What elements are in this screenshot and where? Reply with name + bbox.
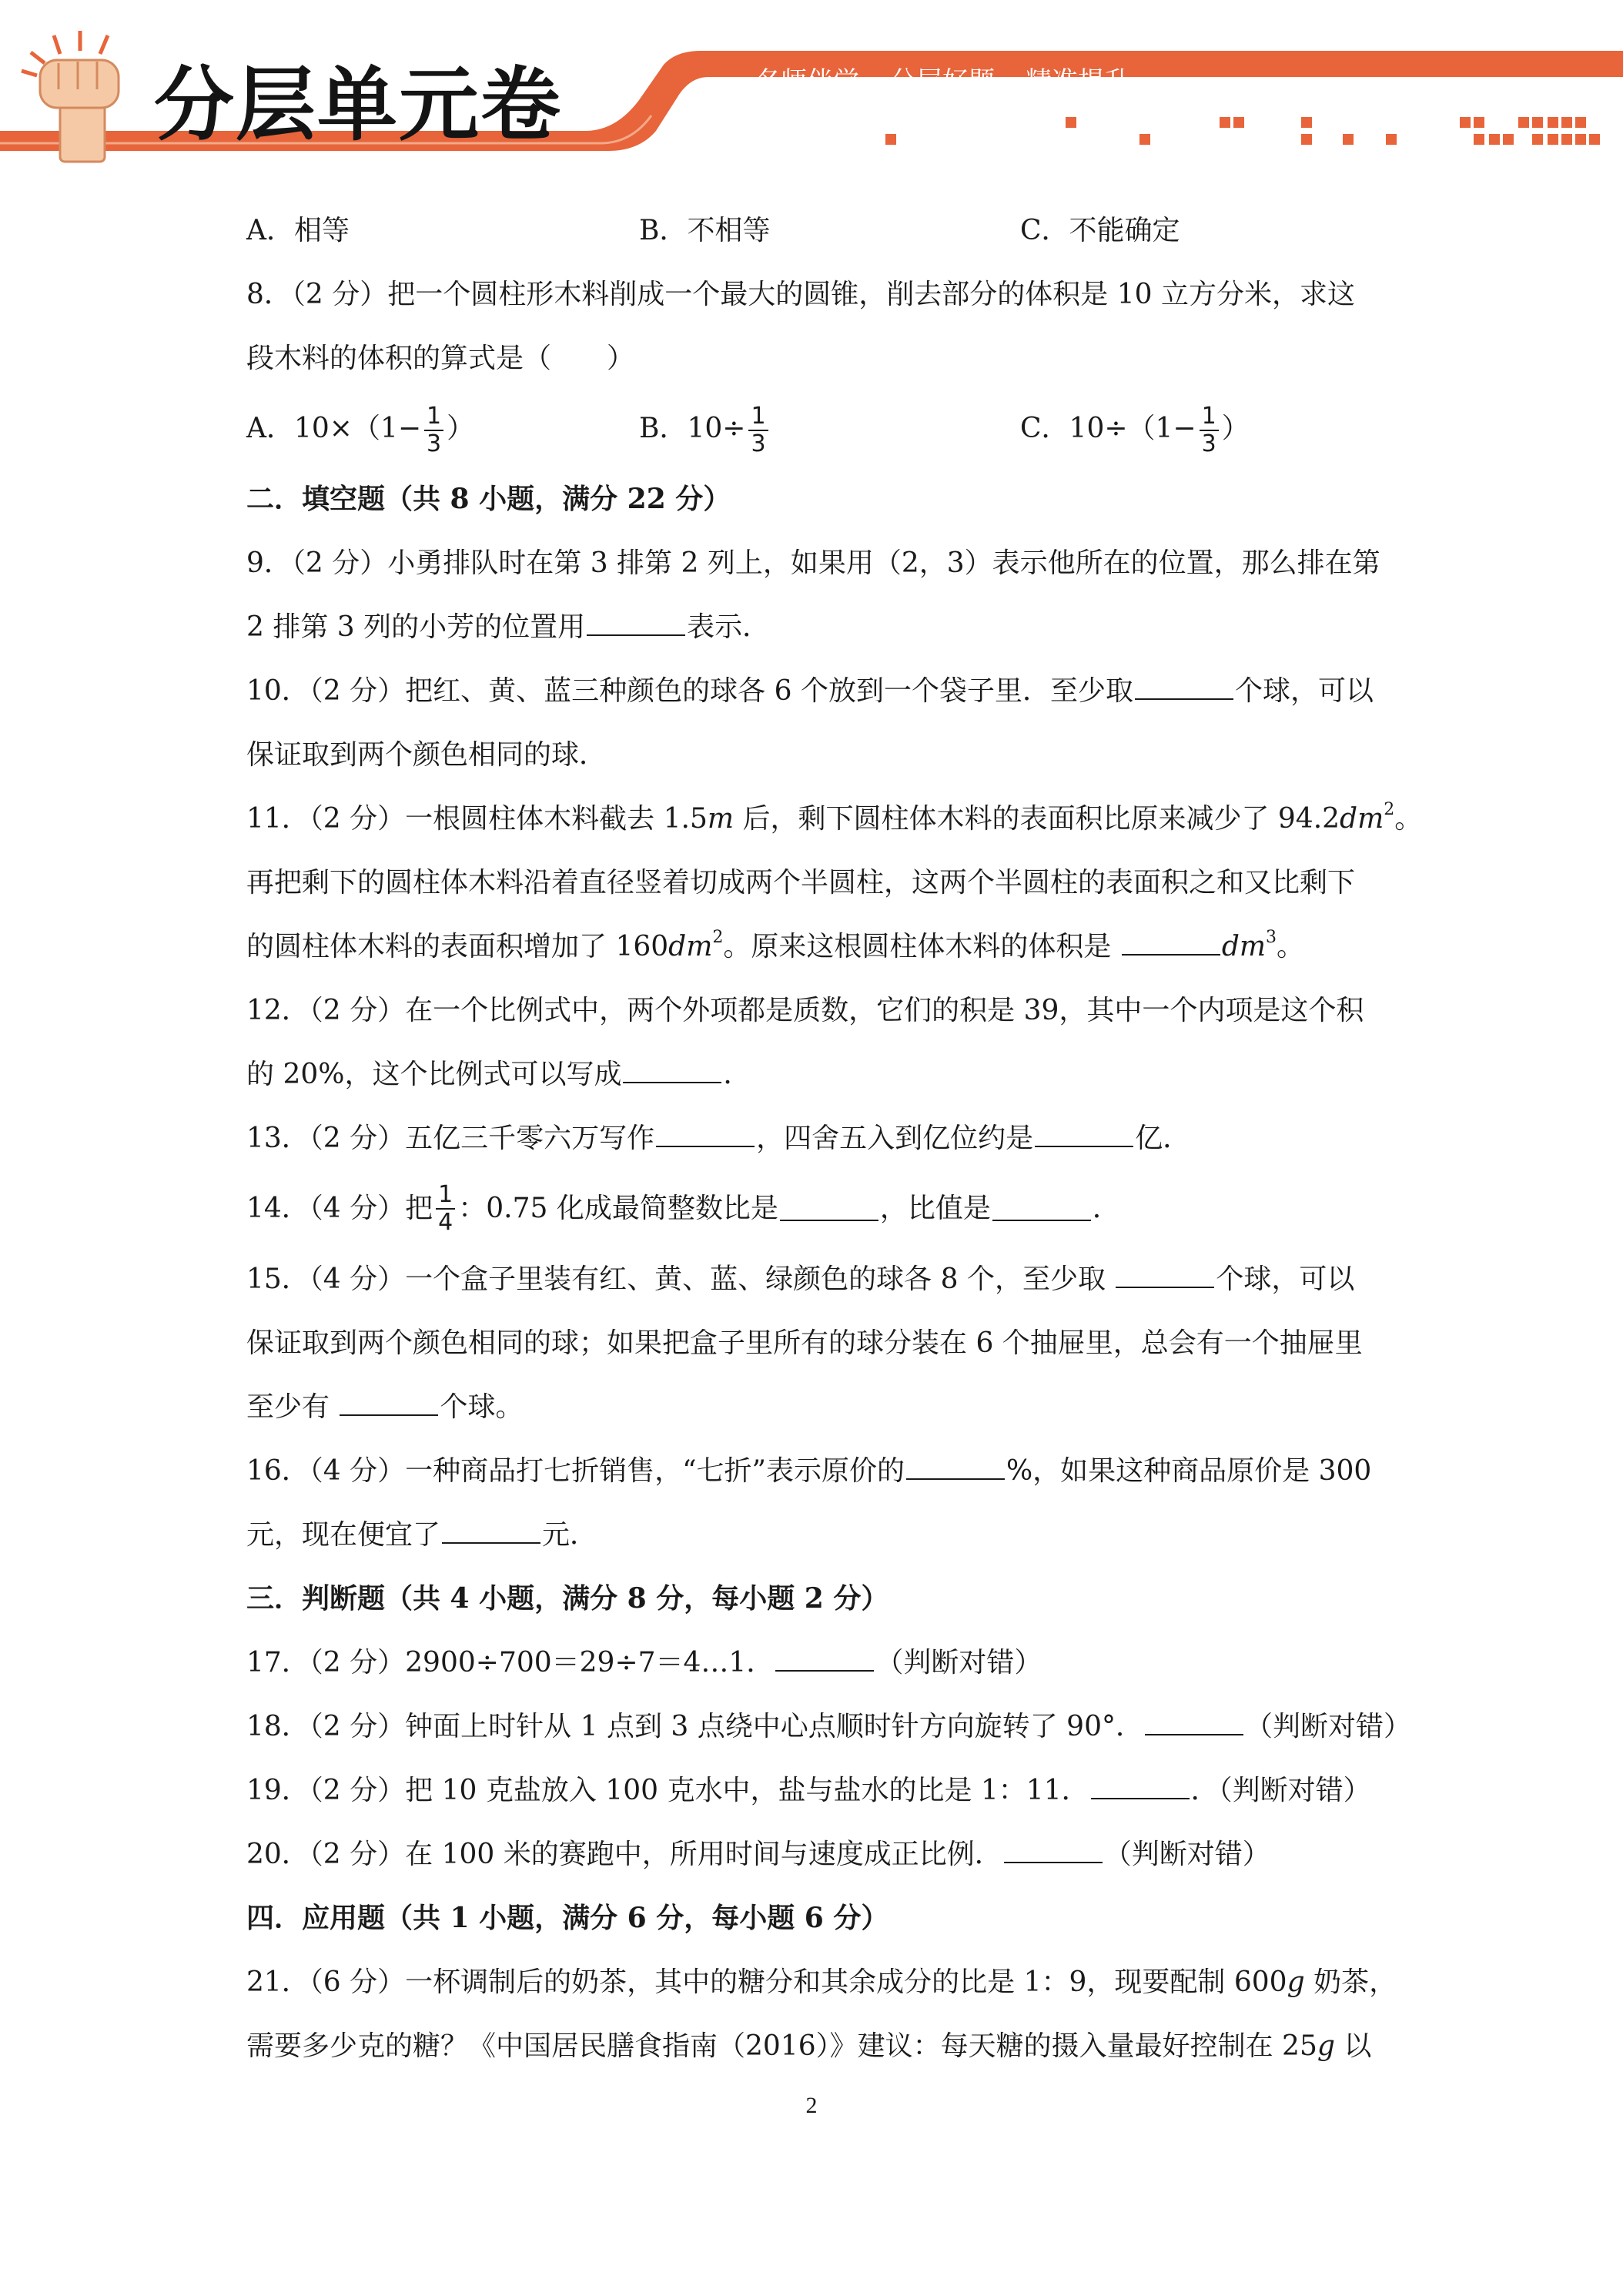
q19-text: ．（判断对错） — [1190, 1775, 1371, 1806]
q7-option-a: A．相等 — [246, 215, 350, 246]
q14-text: ，比值是 — [879, 1193, 991, 1224]
section-fill-in-heading: 二．填空题（共 8 小题，满分 22 分） — [246, 483, 731, 515]
fraction-numerator: 1 — [1200, 403, 1219, 431]
q18-text: 18．（2 分）钟面上时针从 1 点到 3 点绕中心点顺时针方向旋转了 90°． — [246, 1711, 1143, 1742]
q21-text: 需要多少克的糖？《中国居民膳食指南（2016）》建议：每天糖的摄入量最好控制在 25 — [246, 2030, 1317, 2062]
answer-blank[interactable] — [906, 1455, 1005, 1480]
q20-text: 20．（2 分）在 100 米的赛跑中，所用时间与速度成正比例． — [246, 1839, 1002, 1870]
slogan-item: 精准提升 — [1026, 65, 1130, 97]
question-content — [246, 199, 1423, 2078]
unit-m: m — [707, 803, 734, 835]
q16-line-1 — [246, 1439, 1378, 1503]
unit-g: g — [1317, 2030, 1335, 2062]
q8-option-c — [1020, 390, 1250, 467]
q10-line-1 — [246, 659, 1378, 723]
q19-text: 19．（2 分）把 10 克盐放入 100 克水中，盐与盐水的比是 1：11． — [246, 1775, 1089, 1806]
answer-blank[interactable] — [1035, 1123, 1133, 1147]
answer-blank[interactable] — [656, 1123, 755, 1147]
exponent: 3 — [1266, 928, 1277, 947]
q16-text: %，如果这种商品原价是 300 — [1006, 1455, 1372, 1487]
answer-blank[interactable] — [1145, 1711, 1243, 1735]
q8-line-1: 8．（2 分）把一个圆柱形木料削成一个最大的圆锥，削去部分的体积是 10 立方分米，求这 — [246, 279, 1355, 310]
q8-option-b-text: B．10÷ — [639, 413, 746, 444]
answer-blank[interactable] — [1004, 1839, 1103, 1863]
q8-option-a-text: A．10×（1− — [246, 413, 422, 444]
q21-line-1 — [246, 1950, 1397, 2014]
slogan-bar — [755, 57, 1130, 100]
unit-g: g — [1287, 1966, 1305, 1998]
fraction-denominator: 3 — [751, 430, 766, 457]
q14-line — [246, 1170, 1378, 1247]
q11-line-3 — [246, 915, 1378, 979]
q21-text: 21．（6 分）一杯调制后的奶茶，其中的糖分和其余成分的比是 1：9，现要配制 600 — [246, 1966, 1287, 1998]
q12-text: 的 20%，这个比例式可以写成 — [246, 1059, 622, 1090]
q11-text: 的圆柱体木料的表面积增加了 160 — [246, 931, 669, 962]
q20-text: （判断对错） — [1103, 1839, 1270, 1870]
answer-blank[interactable] — [780, 1197, 878, 1221]
q11-text: 。 — [1277, 931, 1305, 962]
q17-text: （判断对错） — [875, 1647, 1042, 1678]
section-application-heading: 四．应用题（共 1 小题，满分 6 分，每小题 6 分） — [246, 1902, 889, 1934]
q21-line-2 — [246, 2014, 1378, 2078]
answer-blank[interactable] — [587, 611, 685, 636]
decorative-squares — [885, 117, 1600, 145]
q12-text-end: ． — [723, 1059, 751, 1090]
q13-text: 亿． — [1135, 1123, 1191, 1154]
q11-text: 后，剩下圆柱体木料的表面积比原来减少了 94.2 — [734, 803, 1340, 835]
q21-text: 奶茶， — [1304, 1966, 1397, 1998]
q12-line-2 — [246, 1043, 1378, 1106]
q9-line-1: 9．（2 分）小勇排队时在第 3 排第 2 列上，如果用（2，3）表示他所在的位置，那么排在第 — [246, 547, 1380, 579]
q13-text: ，四舍五入到亿位约是 — [756, 1123, 1034, 1154]
q20-line — [246, 1822, 1378, 1886]
unit-dm: dm — [1221, 931, 1266, 962]
q18-text: （判断对错） — [1245, 1711, 1412, 1742]
q13-text: 13．（2 分）五亿三千零六万写作 — [246, 1123, 655, 1154]
q19-line — [246, 1759, 1378, 1822]
q9-text-end: 表示． — [687, 611, 771, 643]
fraction-numerator: 1 — [748, 403, 768, 431]
q16-text: 元，现在便宜了 — [246, 1519, 441, 1551]
q15-line-3 — [246, 1375, 1378, 1439]
q14-text: ． — [1092, 1193, 1120, 1224]
q11-text: 。 — [1394, 803, 1423, 835]
q10-text: 10．（2 分）把红、黄、蓝三种颜色的球各 6 个放到一个袋子里．至少取 — [246, 675, 1133, 707]
page-number: 2 — [805, 2093, 818, 2118]
q9-text: 2 排第 3 列的小芳的位置用 — [246, 611, 586, 643]
q11-line-2: 再把剩下的圆柱体木料沿着直径竖着切成两个半圆柱，这两个半圆柱的表面积之和又比剩下 — [246, 867, 1356, 899]
answer-blank[interactable] — [1122, 931, 1220, 956]
header-banner — [0, 0, 1623, 177]
answer-blank[interactable] — [442, 1519, 540, 1544]
fraction-numerator: 1 — [436, 1182, 455, 1210]
q16-line-2 — [246, 1503, 1378, 1567]
q15-text: 15．（4 分）一个盒子里装有红、黄、蓝、绿颜色的球各 8 个，至少取 — [246, 1263, 1115, 1295]
q15-text: 个球，可以 — [1216, 1263, 1355, 1295]
q14-text: ：0.75 化成最简整数比是 — [458, 1193, 778, 1224]
q15-line-2: 保证取到两个颜色相同的球；如果把盒子里所有的球分装在 6 个抽屉里，总会有一个抽屉里 — [246, 1327, 1363, 1359]
answer-blank[interactable] — [340, 1391, 438, 1416]
q8-option-c-close: ） — [1221, 413, 1250, 444]
q11-text: 。原来这根圆柱体木料的体积是 — [723, 931, 1120, 962]
answer-blank[interactable] — [992, 1197, 1091, 1221]
fraction — [424, 403, 443, 457]
q8-option-a-close: ） — [447, 413, 475, 444]
q8-option-c-text: C．10÷（1− — [1020, 413, 1196, 444]
q12-line-1: 12．（2 分）在一个比例式中，两个外项都是质数，它们的积是 39，其中一个内项是这个积 — [246, 995, 1364, 1026]
q15-line-1 — [246, 1247, 1378, 1311]
answer-blank[interactable] — [1135, 675, 1233, 700]
q14-text: 14．（4 分）把 — [246, 1193, 433, 1224]
answer-blank[interactable] — [1116, 1263, 1214, 1288]
q15-text: 至少有 — [246, 1391, 339, 1423]
fraction-numerator: 1 — [424, 403, 443, 431]
answer-blank[interactable] — [623, 1059, 721, 1083]
fraction — [748, 403, 768, 457]
q17-line — [246, 1631, 1378, 1695]
q8-line-2: 段木料的体积的算式是（ ） — [246, 343, 635, 374]
fraction — [1200, 403, 1219, 457]
q8-option-a — [246, 390, 639, 467]
q7-options — [246, 199, 1378, 263]
fraction-denominator: 3 — [427, 430, 442, 457]
slogan-item: 名师伴学 — [755, 65, 859, 97]
exponent: 2 — [712, 928, 724, 947]
fraction-denominator: 4 — [438, 1209, 453, 1236]
q21-text: 以 — [1334, 2030, 1372, 2062]
answer-blank[interactable] — [775, 1647, 874, 1672]
q16-text: 元． — [542, 1519, 598, 1551]
q17-text: 17．（2 分）2900÷700＝29÷7＝4…1． — [246, 1647, 775, 1678]
q10-line-2: 保证取到两个颜色相同的球． — [246, 739, 607, 771]
q7-option-c: C．不能确定 — [1020, 215, 1180, 246]
q16-text: 16．（4 分）一种商品打七折销售，“七折”表示原价的 — [246, 1455, 905, 1487]
q9-line-2 — [246, 595, 1378, 659]
answer-blank[interactable] — [1091, 1775, 1190, 1799]
q11-text: 11．（2 分）一根圆柱体木料截去 1.5 — [246, 803, 708, 835]
exponent: 2 — [1384, 800, 1395, 819]
q11-line-1 — [246, 787, 1423, 851]
q15-text: 个球。 — [440, 1391, 524, 1423]
q13-line — [246, 1106, 1378, 1170]
fraction-denominator: 3 — [1201, 430, 1216, 457]
q18-line — [246, 1695, 1412, 1759]
q10-text-end: 个球，可以 — [1234, 675, 1374, 707]
unit-dm: dm — [1340, 803, 1384, 835]
q8-option-b — [639, 390, 1020, 467]
q8-options — [246, 390, 1378, 467]
section-judgment-heading: 三．判断题（共 4 小题，满分 8 分，每小题 2 分） — [246, 1582, 889, 1615]
brand-title: 分层单元卷 — [154, 58, 563, 152]
slogan-item: 分层好题 — [890, 65, 995, 97]
unit-dm: dm — [668, 931, 713, 962]
fraction — [436, 1182, 455, 1236]
q7-option-b: B．不相等 — [639, 215, 771, 246]
